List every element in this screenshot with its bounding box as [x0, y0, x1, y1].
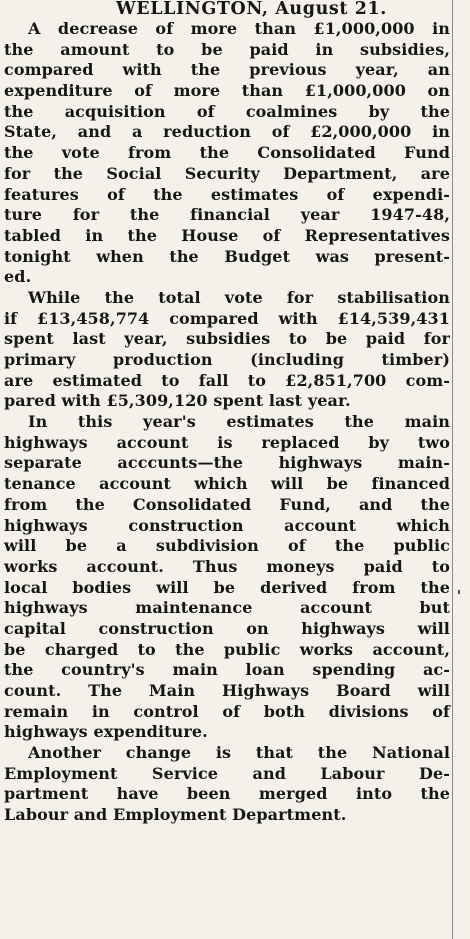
text-line: A decrease of more than £1,000,000 in	[28, 19, 450, 38]
dateline: WELLINGTON, August 21.	[116, 0, 387, 19]
text-line: local bodies will be derived from the	[4, 577, 450, 597]
column-rule	[452, 0, 453, 939]
text-line: are estimated to fall to £2,851,700 com-	[4, 370, 450, 390]
text-line: tenance account which will be financed	[4, 474, 450, 494]
text-line: highways maintenance account but	[4, 598, 450, 618]
text-line: highways construction account which	[4, 515, 450, 535]
text-line: compared with the previous year, an	[4, 60, 450, 80]
text-line: tabled in the House of Representatives	[4, 225, 450, 245]
text-line: While the total vote for stabilisation	[28, 287, 450, 307]
text-line: the vote from the Consolidated Fund	[4, 143, 450, 163]
text-line: be charged to the public works account,	[4, 639, 450, 659]
text-line: for the Social Security Department, are	[4, 163, 450, 183]
text-line: will be a subdivision of the public	[4, 536, 450, 556]
text-line: State, and a reduction of £2,000,000 in	[4, 122, 450, 142]
text-line: works account. Thus moneys paid to	[4, 556, 450, 576]
text-line: In this year's estimates the main	[28, 412, 450, 432]
text-line: Employment Service and Labour De-	[4, 763, 450, 783]
text-line: separate acccunts—the highways main-	[4, 453, 450, 473]
text-line: pared with £5,309,120 spent last year.	[4, 391, 351, 411]
text-line: capital construction on highways will	[4, 618, 450, 638]
paragraph-4	[4, 743, 450, 826]
text-line: the country's main loan spending ac-	[4, 660, 450, 680]
text-line: ture for the financial year 1947-48,	[4, 205, 450, 225]
text-line: highways expenditure.	[4, 722, 208, 742]
text-line: remain in control of both divisions of	[4, 701, 450, 721]
text-line: from the Consolidated Fund, and the	[4, 494, 450, 514]
text-line: spent last year, subsidies to be paid for	[4, 329, 450, 349]
text-line: expenditure of more than £1,000,000 on	[4, 81, 450, 101]
text-line: primary production (including timber)	[4, 350, 450, 369]
text-line: Another change is that the National	[28, 743, 450, 763]
text-line: Labour and Employment Department.	[4, 805, 347, 825]
text-line: the amount to be paid in subsidies,	[4, 39, 450, 59]
print-speck	[458, 590, 460, 594]
text-line: ed.	[4, 267, 32, 287]
text-line: the acquisition of coalmines by the	[4, 101, 450, 121]
text-line: highways account is replaced by two	[4, 432, 450, 452]
paragraph-3	[4, 412, 450, 743]
paragraph-2	[4, 288, 450, 412]
text-line: count. The Main Highways Board will	[4, 681, 450, 700]
paragraph-1	[4, 19, 450, 288]
article-body	[4, 0, 450, 826]
text-line: partment have been merged into the	[4, 784, 450, 804]
text-line: if £13,458,774 compared with £14,539,431	[4, 308, 450, 328]
text-line: tonight when the Budget was present-	[4, 246, 450, 266]
text-line: features of the estimates of expendi-	[4, 184, 450, 204]
